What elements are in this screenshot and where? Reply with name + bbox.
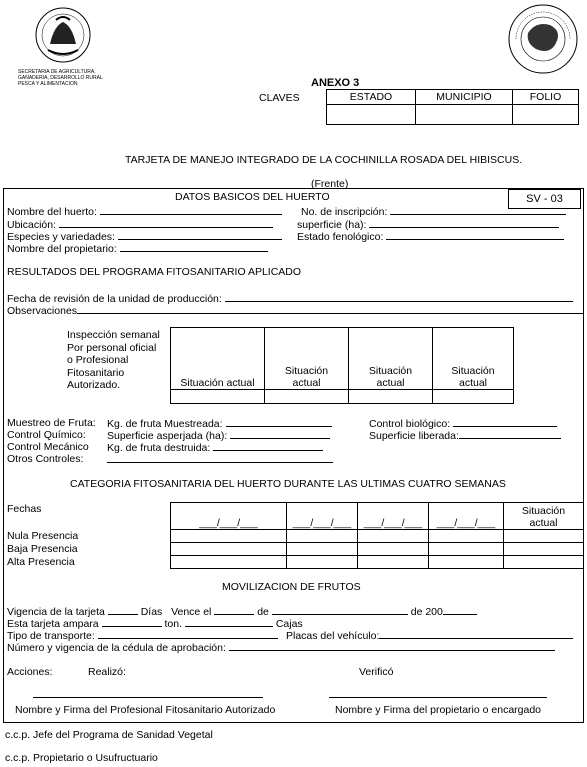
control-quimico-label: Control Químico: <box>7 429 86 441</box>
cat-cell[interactable] <box>358 543 429 556</box>
propietario-label: Nombre del propietario: <box>7 243 117 255</box>
control-mecanico-label: Control Mecánico <box>7 441 89 453</box>
inspeccion-line-5: Autorizado. <box>67 379 121 391</box>
especies-field[interactable] <box>118 230 282 240</box>
superficie-label: superficie (ha): <box>297 219 367 231</box>
transporte-field[interactable] <box>98 629 278 639</box>
claves-label: CLAVES <box>259 92 300 104</box>
estado-field[interactable] <box>327 105 416 125</box>
firma-propietario-line[interactable] <box>329 688 547 698</box>
muestreo-label: Muestreo de Fruta: <box>7 417 96 429</box>
placas-label: Placas del vehículo: <box>286 630 380 642</box>
propietario-field[interactable] <box>120 242 268 252</box>
vence-dia-field[interactable] <box>214 605 254 615</box>
inscripcion-label: No. de inscripción: <box>301 206 388 218</box>
control-biologico-label: Control biológico: <box>369 418 451 430</box>
otros-controles-label: Otros Controles: <box>7 453 84 465</box>
realizo-label: Realizó: <box>88 666 126 678</box>
form-code: SV - 03 <box>508 189 581 209</box>
vence-anio-field[interactable] <box>443 605 477 615</box>
fecha-2[interactable]: ___/___/___ <box>287 503 358 530</box>
ton-label: ton. <box>164 618 182 630</box>
inspeccion-line-1: Inspección semanal <box>67 329 160 341</box>
cat-cell[interactable] <box>504 543 584 556</box>
fecha-3[interactable]: ___/___/___ <box>358 503 429 530</box>
alta-presencia-label: Alta Presencia <box>7 556 75 568</box>
movilizacion-heading: MOVILIZACION DE FRUTOS <box>222 581 361 593</box>
ubicacion-field[interactable] <box>59 218 273 228</box>
categoria-situacion-actual: Situación actual <box>504 503 584 530</box>
nula-presencia-label: Nula Presencia <box>7 530 79 542</box>
de-label: de <box>257 606 269 618</box>
kg-muestreada-label: Kg. de fruta Muestreada: <box>107 418 223 430</box>
fenologico-label: Estado fenológico: <box>297 231 384 243</box>
cat-cell[interactable] <box>287 543 358 556</box>
situacion-actual-2: Situación actual <box>265 328 349 390</box>
firma-profesional-caption: Nombre y Firma del Profesional Fitosanitario Autorizado <box>15 704 276 716</box>
cedula-label: Número y vigencia de la cédula de aprobación: <box>7 642 226 654</box>
superficie-asperjada-label: Superficie asperjada (ha): <box>107 430 228 442</box>
frente-label: (Frente) <box>311 178 349 190</box>
municipio-header: MUNICIPIO <box>416 90 513 105</box>
ton-field[interactable] <box>102 617 162 627</box>
ubicacion-label: Ubicación: <box>7 219 57 231</box>
cat-cell[interactable] <box>504 530 584 543</box>
cajas-label: Cajas <box>275 618 303 630</box>
folio-field[interactable] <box>513 105 579 125</box>
superficie-asperjada-field[interactable] <box>230 429 330 439</box>
otros-controles-field[interactable] <box>107 453 333 463</box>
kg-muestreada-field[interactable] <box>226 417 332 427</box>
cat-cell[interactable] <box>287 530 358 543</box>
vence-mes-field[interactable] <box>272 605 408 615</box>
cedula-field[interactable] <box>229 641 555 651</box>
cat-cell[interactable] <box>171 543 287 556</box>
fecha-4[interactable]: ___/___/___ <box>429 503 504 530</box>
estado-header: ESTADO <box>327 90 416 105</box>
inspeccion-cell-1[interactable] <box>171 390 265 404</box>
transporte-label: Tipo de transporte: <box>7 630 95 642</box>
kg-destruida-label: Kg. de fruta destruida: <box>107 442 211 454</box>
kg-destruida-field[interactable] <box>213 441 323 451</box>
inspeccion-line-3: o Profesional <box>67 354 129 366</box>
inspeccion-cell-2[interactable] <box>265 390 349 404</box>
superficie-field[interactable] <box>369 218 559 228</box>
cat-cell[interactable] <box>429 530 504 543</box>
especies-label: Especies y variedades: <box>7 231 115 243</box>
control-biologico-field[interactable] <box>453 417 557 427</box>
observaciones-label: Observaciones <box>7 305 78 317</box>
inscripcion-field[interactable] <box>390 205 566 215</box>
fecha-revision-label: Fecha de revisión de la unidad de producción: <box>7 293 222 305</box>
placas-field[interactable] <box>379 629 573 639</box>
keys-table <box>326 89 579 125</box>
fechas-label: Fechas <box>7 503 42 515</box>
secretaria-line-2: GANADERIA, DESARROLLO RURAL <box>18 75 103 81</box>
inspeccion-line-2: Por personal oficial <box>67 341 157 354</box>
de-200-label: de 200 <box>410 606 443 618</box>
cat-cell[interactable] <box>171 530 287 543</box>
baja-presencia-label: Baja Presencia <box>7 543 78 555</box>
cat-cell[interactable] <box>358 530 429 543</box>
inspeccion-table <box>170 327 514 404</box>
cat-cell[interactable] <box>358 556 429 569</box>
anexo-title: ANEXO 3 <box>311 77 360 89</box>
municipio-field[interactable] <box>416 105 513 125</box>
cat-cell[interactable] <box>429 543 504 556</box>
vigencia-label: Vigencia de la tarjeta <box>7 606 105 618</box>
observaciones-field[interactable] <box>77 304 584 314</box>
ccp-jefe: c.c.p. Jefe del Programa de Sanidad Vegetal <box>5 729 213 741</box>
acciones-label: Acciones: <box>7 666 53 678</box>
mexico-eagle-seal-icon <box>32 6 94 64</box>
inspeccion-cell-3[interactable] <box>349 390 433 404</box>
cat-cell[interactable] <box>171 556 287 569</box>
ampara-label: Esta tarjeta ampara <box>7 618 99 630</box>
cat-cell[interactable] <box>429 556 504 569</box>
fenologico-field[interactable] <box>386 230 564 240</box>
document-title: TARJETA DE MANEJO INTEGRADO DE LA COCHINILLA ROSADA DEL HIBISCUS. <box>125 154 523 166</box>
verifico-label: Verificó <box>359 666 394 678</box>
cat-cell[interactable] <box>504 556 584 569</box>
situacion-actual-4: Situación actual <box>433 328 514 390</box>
categoria-heading: CATEGORIA FITOSANITARIA DEL HUERTO DURANTE LAS ULTIMAS CUATRO SEMANAS <box>70 478 506 490</box>
inspeccion-line-4: Fitosanitario <box>67 366 125 379</box>
nombre-huerto-label: Nombre del huerto: <box>7 206 97 218</box>
superficie-liberada-label: Superficie liberada: <box>369 430 459 442</box>
secretaria-line-1: SECRETARIA DE AGRICULTURA, <box>18 69 96 75</box>
situacion-actual-3: Situación actual <box>349 328 433 390</box>
folio-header: FOLIO <box>513 90 579 105</box>
categoria-table <box>170 502 584 569</box>
vigencia-field[interactable] <box>108 605 138 615</box>
superficie-liberada-field[interactable] <box>459 429 561 439</box>
ccp-propietario: c.c.p. Propietario o Usufructuario <box>5 752 158 764</box>
firma-profesional-line[interactable] <box>33 688 263 698</box>
situacion-actual-1: Situación actual <box>171 328 265 390</box>
resultados-heading: RESULTADOS DEL PROGRAMA FITOSANITARIO APLICADO <box>7 266 302 278</box>
cajas-field[interactable] <box>185 617 273 627</box>
senasica-seal-icon <box>506 3 580 75</box>
fecha-1[interactable]: ___/___/___ <box>171 503 287 530</box>
firma-propietario-caption: Nombre y Firma del propietario o encargado <box>335 704 542 716</box>
cat-cell[interactable] <box>287 556 358 569</box>
inspeccion-cell-4[interactable] <box>433 390 514 404</box>
dias-label: Días <box>140 606 163 618</box>
fecha-revision-field[interactable] <box>225 292 573 302</box>
datos-heading: DATOS BASICOS DEL HUERTO <box>175 191 330 203</box>
nombre-huerto-field[interactable] <box>100 205 282 215</box>
vence-label: Vence el <box>171 606 212 618</box>
secretaria-line-3: PESCA Y ALIMENTACION <box>18 81 78 87</box>
